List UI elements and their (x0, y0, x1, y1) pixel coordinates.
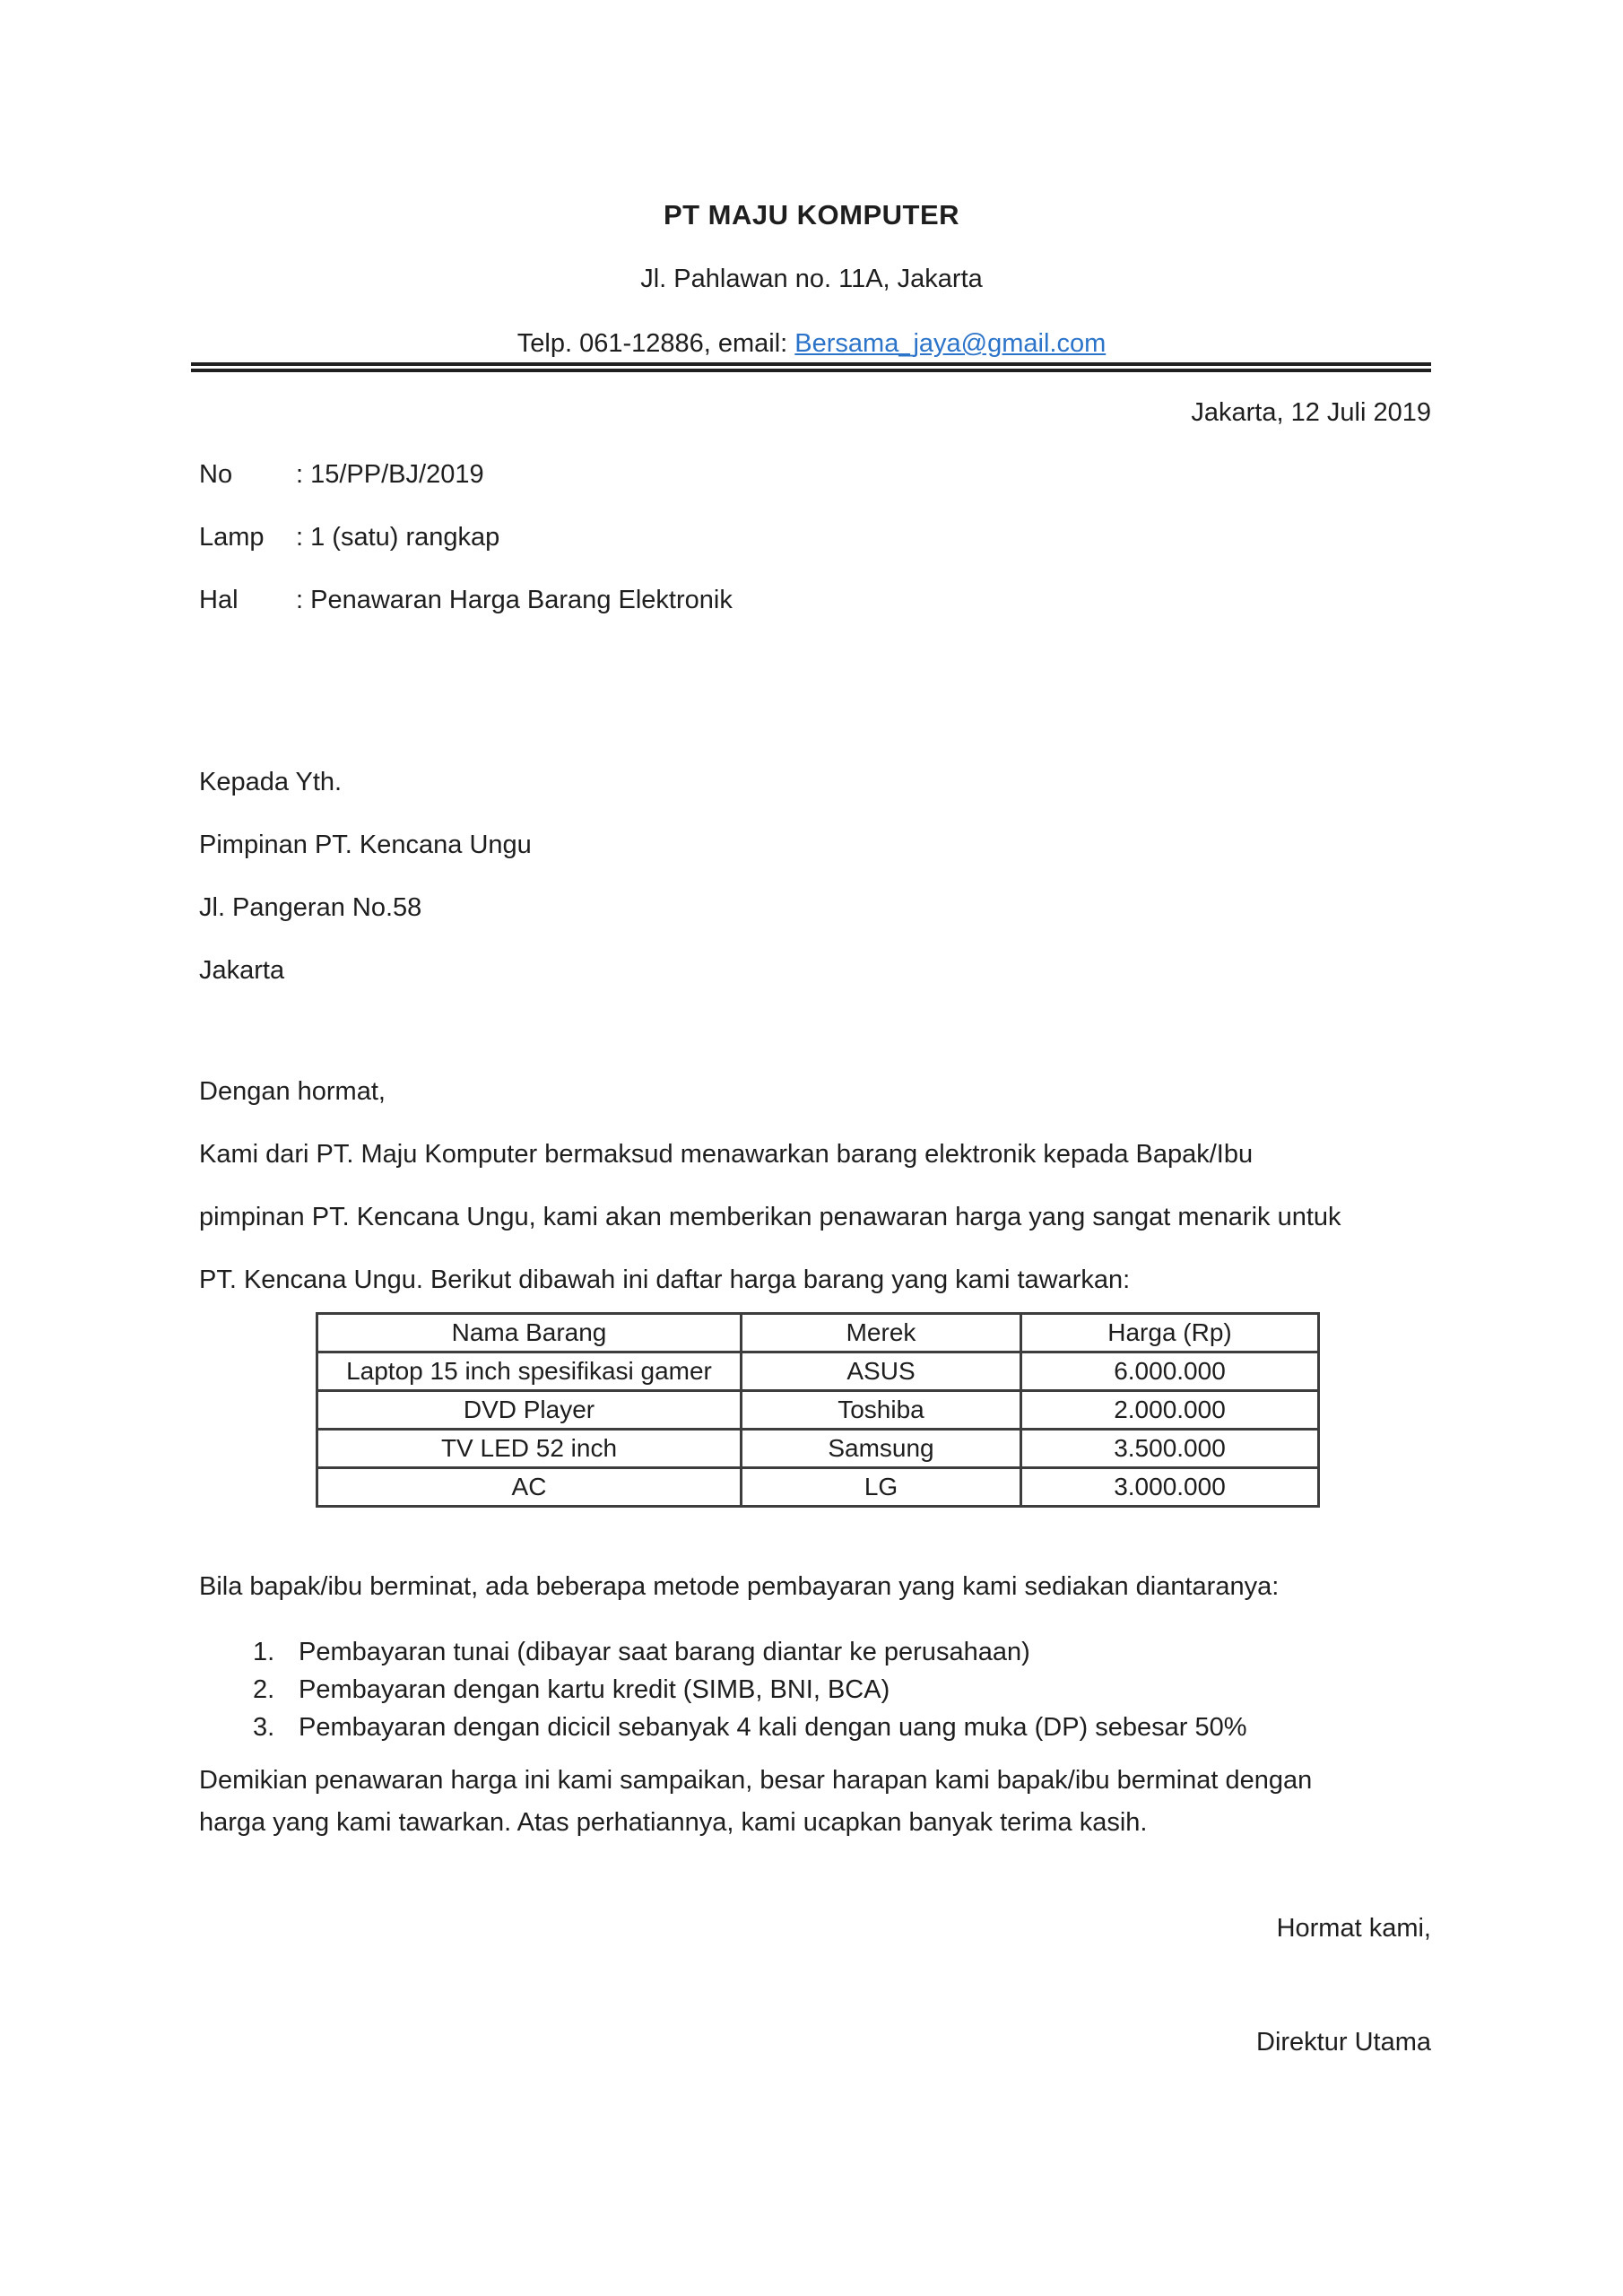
list-item-number: 1. (253, 1638, 275, 1666)
company-contact (0, 328, 1623, 359)
payment-intro: Bila bapak/ibu berminat, ada beberapa metode pembayaran yang kami sediakan diantaranya: (199, 1572, 1280, 1601)
recipient-name: Pimpinan PT. Kencana Ungu (199, 831, 532, 859)
cell-harga: 6.000.000 (1021, 1352, 1319, 1391)
cell-nama-barang: TV LED 52 inch (317, 1430, 742, 1468)
contact-prefix: Telp. 061-12886, email: (516, 329, 795, 358)
recipient-greeting: Kepada Yth. (199, 768, 343, 796)
letterhead-divider (191, 362, 1431, 372)
cell-nama-barang: AC (317, 1468, 742, 1507)
company-address: Jl. Pahlawan no. 11A, Jakarta (640, 265, 983, 293)
meta-value-lamp: : 1 (satu) rangkap (296, 523, 500, 552)
table-row (317, 1430, 1319, 1468)
cell-merek: ASUS (742, 1352, 1021, 1391)
signature-block (191, 1913, 1431, 2057)
table-row (317, 1352, 1319, 1391)
recipient-street: Jl. Pangeran No.58 (199, 893, 422, 922)
cell-merek: Samsung (742, 1430, 1021, 1468)
cell-nama-barang: DVD Player (317, 1391, 742, 1430)
cell-nama-barang: Laptop 15 inch spesifikasi gamer (317, 1352, 742, 1391)
date-line: Jakarta, 12 Juli 2019 (1191, 398, 1431, 427)
company-name: PT MAJU KOMPUTER (663, 199, 960, 230)
cell-merek: Toshiba (742, 1391, 1021, 1430)
intro-line: PT. Kencana Ungu. Berikut dibawah ini daftar harga barang yang kami tawarkan: (199, 1265, 1131, 1294)
meta-row-no (199, 459, 733, 490)
signature-salutation: Hormat kami, (1276, 1914, 1431, 1943)
meta-row-hal (199, 585, 733, 615)
price-table (316, 1312, 1320, 1508)
cell-harga: 3.000.000 (1021, 1468, 1319, 1507)
list-item-text: Pembayaran dengan dicicil sebanyak 4 kali dengan uang muka (DP) sebesar 50% (299, 1713, 1247, 1742)
header-nama-barang: Nama Barang (317, 1314, 742, 1352)
meta-value-no: : 15/PP/BJ/2019 (296, 460, 484, 489)
list-item-number: 2. (253, 1675, 275, 1704)
table-header-row (317, 1314, 1319, 1352)
cell-harga: 2.000.000 (1021, 1391, 1319, 1430)
recipient-block (199, 767, 532, 1018)
cell-merek: LG (742, 1468, 1021, 1507)
letterhead (0, 199, 1623, 359)
list-item-number: 3. (253, 1713, 275, 1742)
intro-paragraph (199, 1139, 1341, 1327)
signature-title: Direktur Utama (1256, 2028, 1431, 2057)
closing-paragraph (199, 1765, 1312, 1849)
meta-value-hal: : Penawaran Harga Barang Elektronik (296, 586, 733, 614)
meta-row-lamp (199, 522, 733, 552)
header-merek: Merek (742, 1314, 1021, 1352)
list-item-text: Pembayaran tunai (dibayar saat barang diantar ke perusahaan) (299, 1638, 1030, 1666)
header-harga: Harga (Rp) (1021, 1314, 1319, 1352)
closing-line: Demikian penawaran harga ini kami sampaikan, besar harapan kami bapak/ibu berminat dengan (199, 1766, 1313, 1795)
meta-label-no: No (199, 460, 233, 489)
meta-label-hal: Hal (199, 586, 239, 614)
intro-line: pimpinan PT. Kencana Ungu, kami akan memberikan penawaran harga yang sangat menarik untuk (199, 1203, 1341, 1231)
cell-harga: 3.500.000 (1021, 1430, 1319, 1468)
table-row (317, 1391, 1319, 1430)
payment-list (253, 1637, 1247, 1750)
payment-list-item (253, 1674, 1247, 1705)
email-link[interactable]: Bersama_jaya@gmail.com (794, 329, 1107, 358)
meta-label-lamp: Lamp (199, 523, 265, 552)
closing-line: harga yang kami tawarkan. Atas perhatiannya, kami ucapkan banyak terima kasih. (199, 1808, 1148, 1837)
list-item-text: Pembayaran dengan kartu kredit (SIMB, BNI, BCA) (299, 1675, 890, 1704)
payment-list-item (253, 1712, 1247, 1743)
table-row (317, 1468, 1319, 1507)
recipient-city: Jakarta (199, 956, 285, 985)
intro-line: Kami dari PT. Maju Komputer bermaksud menawarkan barang elektronik kepada Bapak/Ibu (199, 1140, 1254, 1169)
letter-meta (199, 459, 733, 648)
payment-list-item (253, 1637, 1247, 1667)
salutation: Dengan hormat, (199, 1077, 386, 1106)
